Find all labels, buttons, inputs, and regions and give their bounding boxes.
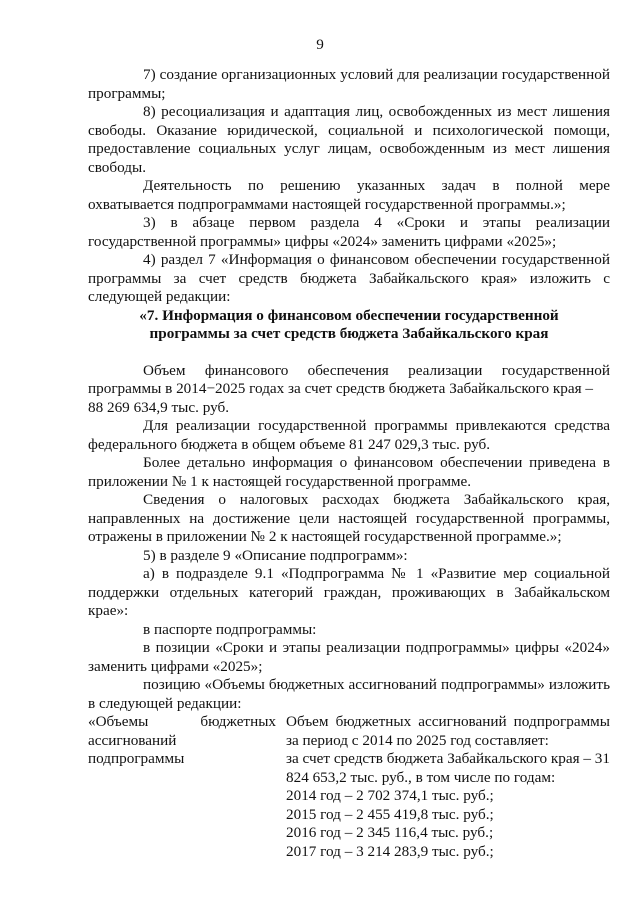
spacer bbox=[88, 344, 610, 362]
paragraph: Более детально информация о финансовом обеспечении приведена в приложении № 1 к настоящей государственной программе. bbox=[88, 454, 610, 490]
table-line: Объем бюджетных ассигнований подпрограммы за период с 2014 по 2025 год составляет: bbox=[286, 713, 610, 749]
table-left-cell: «Объемы бюджетных ассигнований подпрограммы bbox=[88, 713, 276, 767]
paragraph: Сведения о налоговых расходах бюджета Забайкальского края, направленных на достижение цели настоящей государственной программы, отражены в приложении № 2 к настоящей государственной программе.»; bbox=[88, 491, 610, 545]
paragraph: Для реализации государственной программы привлекаются средства федерального бюджета в общем объеме 81 247 029,3 тыс. руб. bbox=[88, 417, 610, 453]
paragraph-volume-sum: 88 269 634,9 тыс. руб. bbox=[88, 398, 230, 416]
paragraph: а) в подразделе 9.1 «Подпрограмма № 1 «Развитие мер социальной поддержки отдельных категорий граждан, проживающих в Забайкальском крае»: bbox=[88, 565, 610, 619]
paragraph: в паспорте подпрограммы: bbox=[143, 620, 317, 638]
paragraph: 4) раздел 7 «Информация о финансовом обеспечении государственной программы за счет средств бюджета Забайкальского края» изложить с следующей редакции: bbox=[88, 251, 610, 305]
table-right-cell bbox=[286, 713, 610, 861]
page-number: 9 bbox=[316, 36, 324, 53]
table-line: 2015 год – 2 455 419,8 тыс. руб.; bbox=[286, 805, 494, 823]
paragraph: в позиции «Сроки и этапы реализации подпрограммы» цифры «2024» заменить цифрами «2025»; bbox=[88, 639, 610, 675]
table-line: 2016 год – 2 345 116,4 тыс. руб.; bbox=[286, 824, 494, 841]
section-heading: «7. Информация о финансовом обеспечении государственной программы за счет средств бюджета Забайкальского края bbox=[139, 306, 559, 342]
budget-table bbox=[88, 713, 610, 861]
table-line: 2017 год – 3 214 283,9 тыс. руб.; bbox=[286, 842, 494, 860]
paragraph: Деятельность по решению указанных задач в полной мере охватывается подпрограммами настоящей государственной программы.»; bbox=[88, 177, 610, 213]
paragraph: 7) создание организационных условий для реализации государственной программы; bbox=[88, 66, 610, 102]
paragraph: 3) в абзаце первом раздела 4 «Сроки и этапы реализации государственной программы» цифры «2024» заменить цифрами «2025»; bbox=[88, 214, 610, 250]
table-line: 2014 год – 2 702 374,1 тыс. руб.; bbox=[286, 787, 494, 804]
document-body bbox=[88, 66, 610, 861]
table-line: за счет средств бюджета Забайкальского края – 31 824 653,2 тыс. руб., в том числе по годам: bbox=[286, 750, 610, 786]
paragraph: 5) в разделе 9 «Описание подпрограмм»: bbox=[143, 546, 408, 564]
paragraph: 8) ресоциализация и адаптация лиц, освобожденных из мест лишения свободы. Оказание юридической, социальной и психологической помощи, предоставление социальных услуг лицам, освобожденным из мест лишения свободы. bbox=[88, 103, 610, 176]
paragraph: позицию «Объемы бюджетных ассигнований подпрограммы» изложить в следующей редакции: bbox=[88, 676, 610, 712]
paragraph-volume: Объем финансового обеспечения реализации государственной программы в 2014−2025 годах за счет средств бюджета Забайкальского края – bbox=[88, 361, 610, 397]
